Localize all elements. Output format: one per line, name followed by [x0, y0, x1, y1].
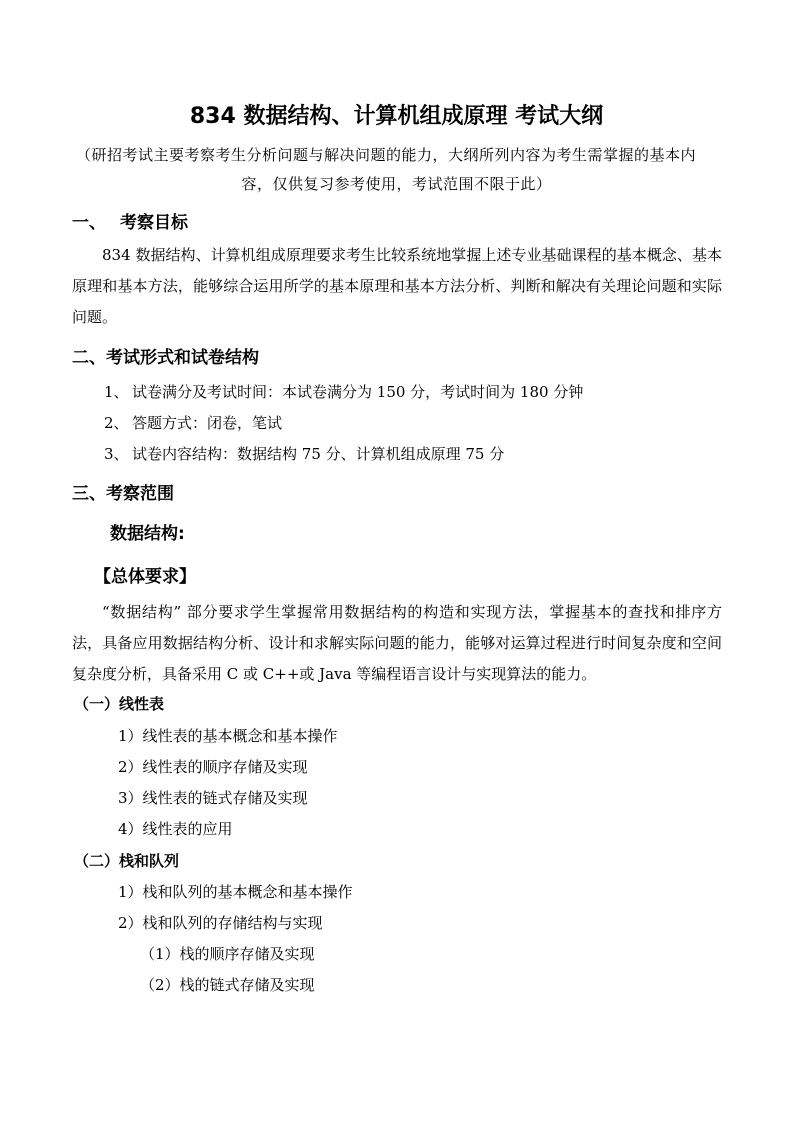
intro-note-line-2: 容，仅供复习参考使用，考试范围不限于此） — [241, 175, 552, 193]
exam-item-2 — [104, 412, 282, 434]
section-2-heading: 二、考试形式和试卷结构 — [72, 348, 259, 368]
section-1-number: 一、 — [72, 213, 106, 233]
overall-requirements-heading: 【总体要求】 — [94, 567, 196, 587]
part-1-heading: （一）线性表 — [74, 695, 165, 713]
sub-list-item: （2）栈的链式存储及实现 — [140, 976, 315, 994]
list-item: 1）栈和队列的基本概念和基本操作 — [118, 883, 353, 901]
exam-item-text: 答题方式：闭卷，笔试 — [132, 414, 283, 432]
exam-item-number: 3、 — [104, 445, 129, 463]
exam-item-text: 试卷内容结构：数据结构 75 分、计算机组成原理 75 分 — [132, 445, 505, 463]
overall-requirements-paragraph: “数据结构” 部分要求学生掌握常用数据结构的构造和实现方法，掌握基本的查找和排序方法，具备应用数据结构分析、设计和求解实际问题的能力，能够对运算过程进行时间复杂度和空间复杂度分析，具备采用 C 或 C++或 Java 等编程语言设计与实现算法的能力。 — [72, 603, 722, 683]
list-item: 1）线性表的基本概念和基本操作 — [118, 727, 338, 745]
exam-item-3 — [104, 443, 504, 465]
section-1-paragraph: 834 数据结构、计算机组成原理要求考生比较系统地掌握上述专业基础课程的基本概念、基本原理和基本方法，能够综合运用所学的基本原理和基本方法分析、判断和解决有关理论问题和实际问题。 — [72, 246, 722, 326]
sub-list-item: （1）栈的顺序存储及实现 — [140, 945, 315, 963]
section-3-heading: 三、考察范围 — [72, 484, 174, 504]
subject-heading: 数据结构: — [110, 524, 185, 544]
section-1-title: 考察目标 — [120, 213, 188, 233]
exam-item-number: 1、 — [104, 383, 129, 401]
exam-item-1 — [104, 381, 583, 403]
intro-note-line-1: （研招考试主要考察考生分析问题与解决问题的能力，大纲所列内容为考生需掌握的基本内 — [76, 146, 697, 164]
section-1-heading — [72, 210, 188, 236]
list-item: 2）线性表的顺序存储及实现 — [118, 758, 308, 776]
exam-item-number: 2、 — [104, 414, 129, 432]
exam-item-text: 试卷满分及考试时间：本试卷满分为 150 分，考试时间为 180 分钟 — [132, 383, 584, 401]
list-item: 2）栈和队列的存储结构与实现 — [118, 914, 323, 932]
list-item: 3）线性表的链式存储及实现 — [118, 789, 308, 807]
list-item: 4）线性表的应用 — [118, 820, 233, 838]
part-2-heading: （二）栈和队列 — [74, 852, 180, 870]
document-title: 834 数据结构、计算机组成原理 考试大纲 — [189, 104, 604, 129]
